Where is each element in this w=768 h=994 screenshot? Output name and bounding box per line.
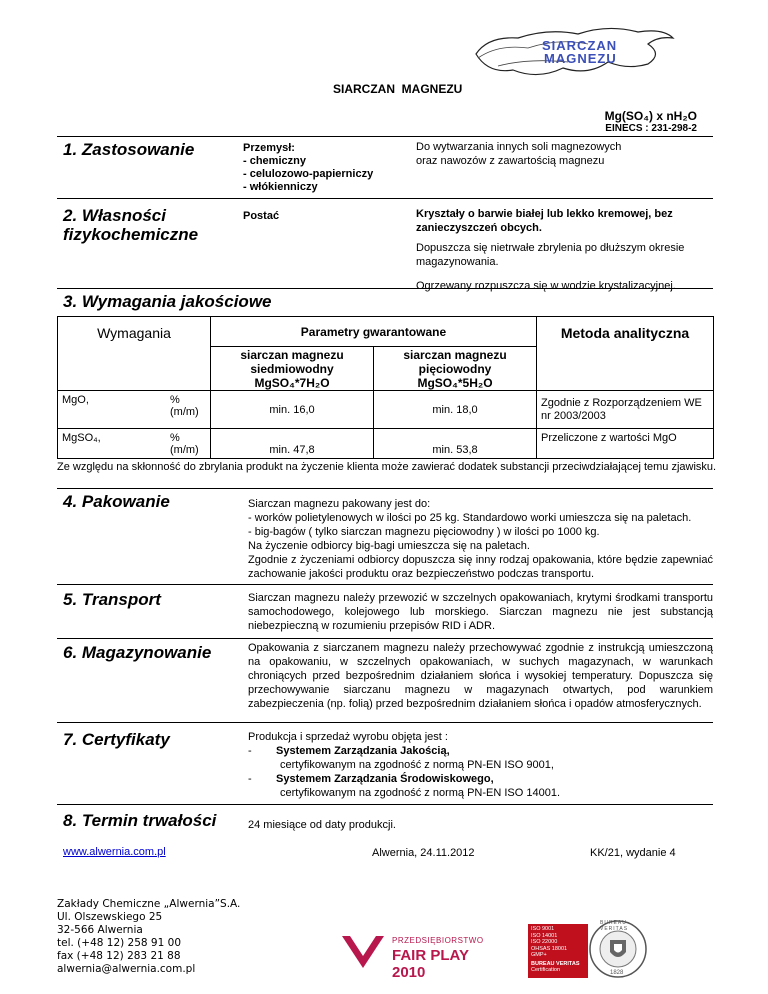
einecs-number: EINECS : 231-298-2 <box>605 123 697 134</box>
divider <box>57 722 713 723</box>
divider <box>57 488 713 489</box>
row-method: Zgodnie z Rozporządzeniem WE nr 2003/2003 <box>537 391 714 429</box>
section-2-title-line2: fizykochemiczne <box>63 225 199 244</box>
fair-play-chevron-icon <box>340 930 386 974</box>
company-logo <box>468 14 678 84</box>
row-unit: %(m/m) <box>166 429 211 459</box>
column-pentahydrate: siarczan magnezu pięciowodny MgSO₄*5H₂O <box>374 347 537 391</box>
divider <box>57 804 713 805</box>
header-method: Metoda analityczna <box>537 317 714 391</box>
fair-play-big: FAIR PLAY 2010 <box>392 947 469 981</box>
table-row <box>58 391 714 429</box>
section-6-title: 6. Magazynowanie <box>63 643 212 662</box>
form-description <box>416 207 706 293</box>
anti-caking-note: Ze względu na skłonność do zbrylania produkt na życzenie klienta może zawierać dodatek substancji przeciwdziałającej temu zjawisku. <box>57 461 717 473</box>
fair-play-small: PRZEDSIĘBIORSTWO <box>392 936 484 945</box>
company-city: 32-566 Alwernia <box>57 924 143 936</box>
divider <box>57 584 713 585</box>
quality-cert: certyfikowanym na zgodność z normą PN-EN ISO 9001, <box>280 759 554 771</box>
bv-year: 1828 <box>610 970 624 976</box>
requirements-table <box>57 316 714 459</box>
section-1-title: 1. Zastosowanie <box>63 140 195 159</box>
row-value-pentahydrate: min. 53,8 <box>374 429 537 459</box>
quality-system: Systemem Zarządzania Jakością, <box>276 745 450 757</box>
column-heptahydrate: siarczan magnezu siedmiowodny MgSO₄*7H₂O <box>211 347 374 391</box>
bv-certificate-box: ISO 9001 ISO 14001 ISO 22000 OHSAS 18001 GMP+ BUREAU VERITAS Certification <box>528 924 588 978</box>
section-1-description <box>416 140 621 168</box>
company-fax: fax (+48 12) 283 21 88 <box>57 950 181 962</box>
divider <box>57 288 713 289</box>
header-requirements: Wymagania <box>58 317 211 391</box>
website-link[interactable]: www.alwernia.com.pl <box>63 846 166 858</box>
desc-line: oraz nawozów z zawartością magnezu <box>416 155 605 167</box>
certificates-text: Produkcja i sprzedaż wyrobu objęta jest : - Systemem Zarządzania Jakością, certyfikowanym na zgodność z normą PN-EN ISO 9001, - Systemem Zarządzania Środowiskowego, certyfikowanym na zgodność z normą PN-EN ISO 14001. <box>248 730 713 800</box>
company-tel: tel. (+48 12) 258 91 00 <box>57 937 181 949</box>
desc-line: Do wytwarzania innych soli magnezowych <box>416 141 622 153</box>
fair-play-badge <box>340 930 500 981</box>
section-2-title <box>63 206 198 244</box>
company-address <box>57 898 240 976</box>
document-title: SIARCZAN MAGNEZU <box>333 82 463 96</box>
logo-text-line2: MAGNEZU <box>544 51 617 66</box>
row-unit: %(m/m) <box>166 391 211 429</box>
industry-item: - celulozowo-papierniczy <box>243 168 374 180</box>
bullet-dash: - <box>248 745 252 757</box>
chemical-formula: Mg(SO₄) x nH₂O <box>604 109 697 123</box>
industry-label: Przemysł: <box>243 142 295 154</box>
row-value-heptahydrate: min. 16,0 <box>211 391 374 429</box>
bullet-dash: - <box>248 773 252 785</box>
divider <box>57 136 713 137</box>
storage-text: Opakowania z siarczanem magnezu należy przechowywać zgodnie z instrukcją umieszczoną na opakowaniu, w szczelnych opakowaniach, w suchych magazynach, w warunkach chroniących przed bezpośrednim działaniem słońca i wysokiej temperatury. Dopuszcza się przechowywanie siarczanu magnezu w magazynach otwartych, pod warunkiem zabezpieczenia (np. folią) przed bezpośrednim działaniem słońca i opadów atmosferycznych. <box>248 642 713 710</box>
row-value-heptahydrate: min. 47,8 <box>211 429 374 459</box>
form-p3: Ogrzewany rozpuszcza się w wodzie krystalizacyjnej. <box>416 280 676 292</box>
form-label: Postać <box>243 210 280 222</box>
document-reference: KK/21, wydanie 4 <box>590 847 676 859</box>
industry-item: - włókienniczy <box>243 181 318 193</box>
bureau-veritas-badge <box>528 918 648 982</box>
section-2-title-line1: 2. Własności <box>63 206 166 225</box>
logo-text-line1: SIARCZAN <box>542 38 618 53</box>
row-value-pentahydrate: min. 18,0 <box>374 391 537 429</box>
environment-system: Systemem Zarządzania Środowiskowego, <box>276 773 494 785</box>
section-7-title: 7. Certyfikaty <box>63 730 170 749</box>
header-parameters: Parametry gwarantowane <box>211 317 537 347</box>
section-1-industry <box>243 142 373 194</box>
place-date: Alwernia, 24.11.2012 <box>372 847 475 859</box>
company-email: alwernia@alwernia.com.pl <box>57 963 196 975</box>
divider <box>57 198 713 199</box>
environment-cert: certyfikowanym na zgodność z normą PN-EN ISO 14001. <box>280 787 561 799</box>
section-8-title: 8. Termin trwałości <box>63 811 217 830</box>
company-street: Ul. Olszewskiego 25 <box>57 911 163 923</box>
row-name: MgSO₄, <box>58 429 167 459</box>
section-3-title: 3. Wymagania jakościowe <box>63 292 272 311</box>
shelf-life-text: 24 miesiące od daty produkcji. <box>248 819 396 831</box>
industry-item: - chemiczny <box>243 155 306 167</box>
divider <box>57 638 713 639</box>
bv-ring-text: BUREAU VERITAS <box>600 920 629 932</box>
packaging-text: Siarczan magnezu pakowany jest do: - worków polietylenowych w ilości po 25 kg. Standardowo worki umieszcza się na paletach. - big-bagów ( tylko siarczan magnezu pięciowodny ) w ilości po 1000 kg. Na życzenie odbiorcy big-bagi umieszcza się na paletach. Zgodnie z życzeniami odbiorcy dopuszcza się inny rodzaj opakowania, które będzie zapewniać zachowanie jakości produktu oraz bezpieczeństwo podczas transportu. <box>248 498 713 580</box>
transport-text: Siarczan magnezu należy przewozić w szczelnych opakowaniach, krytymi środkami transportu samochodowego, kolejowego lub morskiego. Siarczan magnezu nie jest substancją niebezpieczną w rozumieniu przepisów RID i ADR. <box>248 592 713 632</box>
row-method: Przeliczone z wartości MgO <box>537 429 714 459</box>
section-4-title: 4. Pakowanie <box>63 492 170 511</box>
form-p2: Dopuszcza się nietrwałe zbrylenia po dłuższym okresie magazynowania. <box>416 242 685 268</box>
company-name: Zakłady Chemiczne „Alwernia”S.A. <box>57 898 241 910</box>
row-name: MgO, <box>58 391 167 429</box>
form-p1: Kryształy o barwie białej lub lekko kremowej, bez zanieczyszczeń obcych. <box>416 208 673 234</box>
table-row <box>58 429 714 459</box>
section-5-title: 5. Transport <box>63 590 161 609</box>
